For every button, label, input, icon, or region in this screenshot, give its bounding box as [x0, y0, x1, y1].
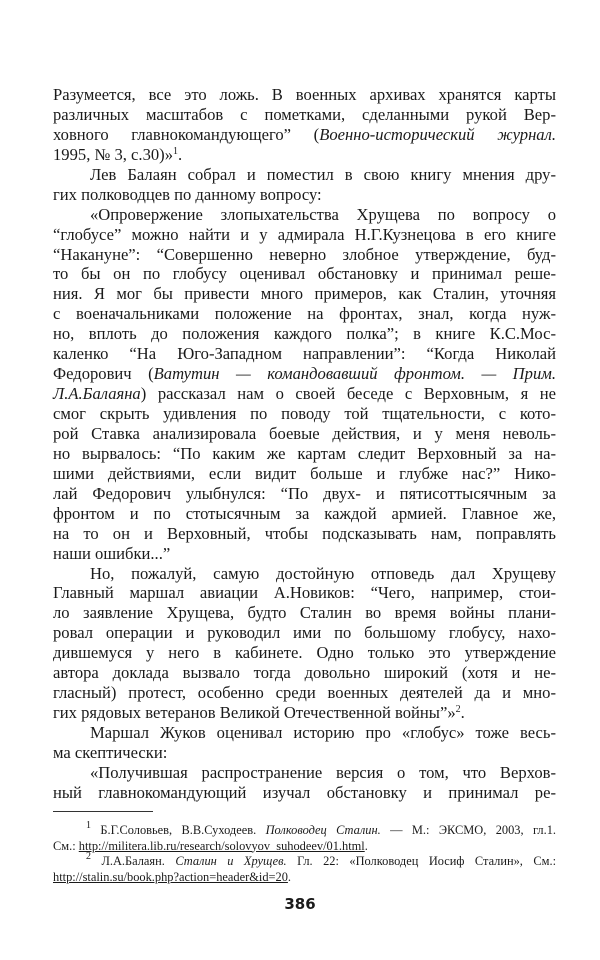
text-span: рой Ставка анализировала боевые действия, и у меня неволь-	[53, 423, 556, 443]
italic-text: Л.А.Балаяна	[53, 384, 141, 404]
text-line	[53, 125, 556, 145]
text-line	[53, 544, 556, 564]
text-span: гих полководцев по данному вопросу:	[53, 184, 322, 204]
footnote-line	[53, 851, 557, 870]
text-span: — М.: ЭКСМО, 2003, гл.1.	[380, 823, 556, 837]
italic-text: Ватутин — командовавший фронтом. — Прим.	[153, 364, 556, 384]
text-line	[53, 763, 556, 783]
text-line	[53, 444, 556, 464]
text-span: .	[178, 144, 183, 164]
text-line	[53, 344, 556, 364]
italic-text: Сталин и Хрущев.	[175, 854, 287, 868]
text-line	[53, 743, 556, 763]
footnote-line	[53, 870, 556, 886]
text-span: Гл. 22: «Полководец Иосиф Сталин», См.:	[286, 854, 557, 868]
text-span: смог скрыть удивления по поводу той тщательности, с кото-	[53, 404, 556, 423]
text-span: ло заявление Хрущева, будто Сталин во время войны плани-	[53, 603, 556, 623]
text-span: лай Федорович улыбнулся: “По двух- и пятисоттысячным за	[53, 483, 556, 503]
footnote-divider	[53, 811, 153, 812]
text-span: Б.Г.Соловьев, В.В.Суходеев.	[91, 823, 266, 837]
text-span: ный главнокомандующий изучал обстановку и принимал ре-	[53, 782, 556, 802]
body-text	[53, 85, 556, 803]
page-number: 386	[284, 895, 316, 913]
text-span: Лев Балаян собрал и поместил в свою книгу мнения дру-	[90, 164, 556, 184]
footnote-marker: 2	[455, 704, 461, 716]
text-span: ховного главнокомандующего” (	[53, 124, 320, 144]
text-line	[53, 364, 556, 384]
text-line	[53, 404, 556, 424]
text-span: на то он и Верховный, чтобы подсказывать нам, поправлять	[53, 523, 556, 543]
text-line	[53, 324, 556, 344]
text-line	[53, 504, 556, 524]
text-line	[53, 524, 556, 544]
text-span: шими действиями, если видит больше и глубже нас?” Нико-	[53, 463, 556, 483]
text-line	[53, 464, 556, 484]
italic-text: Полководец Сталин.	[265, 823, 381, 837]
text-span: Л.А.Балаян.	[91, 854, 176, 868]
text-line	[53, 564, 556, 584]
text-span: ма скептически:	[53, 742, 168, 762]
text-span: .	[364, 838, 368, 853]
footnote-marker: 1	[173, 145, 178, 157]
footnote-marker: 2	[86, 851, 91, 862]
text-line	[53, 723, 556, 743]
footnote-line	[53, 820, 556, 839]
italic-text: Военно-исторический журнал.	[319, 124, 556, 144]
text-span: Федорович (	[53, 364, 154, 384]
text-span: Маршал Жуков оценивал историю про «глобус» тоже весь-	[90, 723, 556, 742]
text-line	[53, 783, 556, 803]
text-span: Главный маршал авиации А.Новиков: “Чего, например, стои-	[53, 583, 556, 603]
text-line	[53, 484, 556, 504]
text-span: Разумеется, все это ложь. В военных архивах хранятся карты	[53, 85, 556, 104]
text-line	[53, 85, 556, 105]
text-span: Но, пожалуй, самую достойную отповедь дал Хрущеву	[90, 563, 556, 583]
text-span: гих рядовых ветеранов Великой Отечественной войны”»	[53, 703, 456, 723]
text-span: ния. Я мог бы привести много примеров, как Сталин, уточняя	[53, 284, 556, 304]
text-span: 1995, № 3, с.30)»	[53, 144, 173, 164]
text-span: ровал операции и руководил ими по большому глобусу, нахо-	[53, 623, 556, 643]
text-span: «Получившая распространение версия о том, что Верхов-	[90, 762, 556, 782]
text-line	[53, 205, 556, 225]
footnote-link[interactable]: http://militera.lib.ru/research/solovyov_suhodeev/01.html	[78, 838, 365, 853]
text-span: то бы он по глобусу оценивал обстановку и принимал реше-	[53, 264, 556, 284]
text-line	[53, 165, 556, 185]
text-line	[53, 583, 556, 603]
text-span: но, вплоть до положения каждого полка”; в книге К.С.Мос-	[53, 324, 556, 344]
footnote-line	[53, 839, 556, 855]
text-span: .	[287, 869, 292, 884]
text-line	[53, 703, 556, 723]
text-span: См.:	[53, 838, 79, 853]
text-span: «Опровержение злопыхательства Хрущева по вопросу о	[90, 204, 556, 224]
text-line	[53, 225, 556, 245]
text-span: наши ошибки...”	[53, 543, 171, 563]
text-span: “глобусе” можно найти и у адмирала Н.Г.Кузнецова в его книге	[53, 224, 556, 244]
text-line	[53, 145, 556, 165]
text-span: каленко “На Юго-Западном направлении”: “Когда Николай	[53, 344, 556, 364]
text-line	[53, 623, 556, 643]
text-span: .	[460, 703, 465, 723]
text-span: автора доклада вызвало тогда довольно широкий (хотя и не-	[53, 663, 556, 683]
text-span: фронтом и по стотысячным за каждой армией. Главное же,	[53, 503, 556, 523]
text-span: но вырвалось: “По каким же картам следит Верховный за на-	[53, 443, 556, 463]
text-line	[53, 264, 556, 284]
footnote-link[interactable]: http://stalin.su/book.php?action=header&id=20	[53, 869, 288, 884]
text-span: “Накануне”: “Совершенно неверно злобное утверждение, буд-	[53, 244, 556, 264]
text-line	[53, 683, 556, 703]
text-line	[53, 384, 556, 404]
text-line	[53, 424, 556, 444]
text-line	[53, 603, 556, 623]
text-line	[53, 245, 556, 265]
text-line	[53, 105, 556, 125]
text-span: гласный) протест, особенно среди военных деятелей да и мно-	[53, 683, 556, 703]
text-line	[53, 304, 556, 324]
text-line	[53, 663, 556, 683]
text-line	[53, 185, 556, 205]
footnote-marker: 1	[86, 820, 91, 831]
footnotes	[53, 820, 557, 885]
text-span: ) рассказал нам о своей беседе с Верховным, я не	[140, 384, 556, 404]
text-span: различных масштабов с пометками, сделанными рукой Вер-	[53, 104, 556, 124]
text-line	[53, 284, 556, 304]
text-line	[53, 643, 556, 663]
text-span: дившемуся у него в кабинете. Одно только это утверждение	[53, 643, 556, 663]
text-span: с военачальниками положение на фронтах, знал, когда нуж-	[53, 304, 556, 324]
